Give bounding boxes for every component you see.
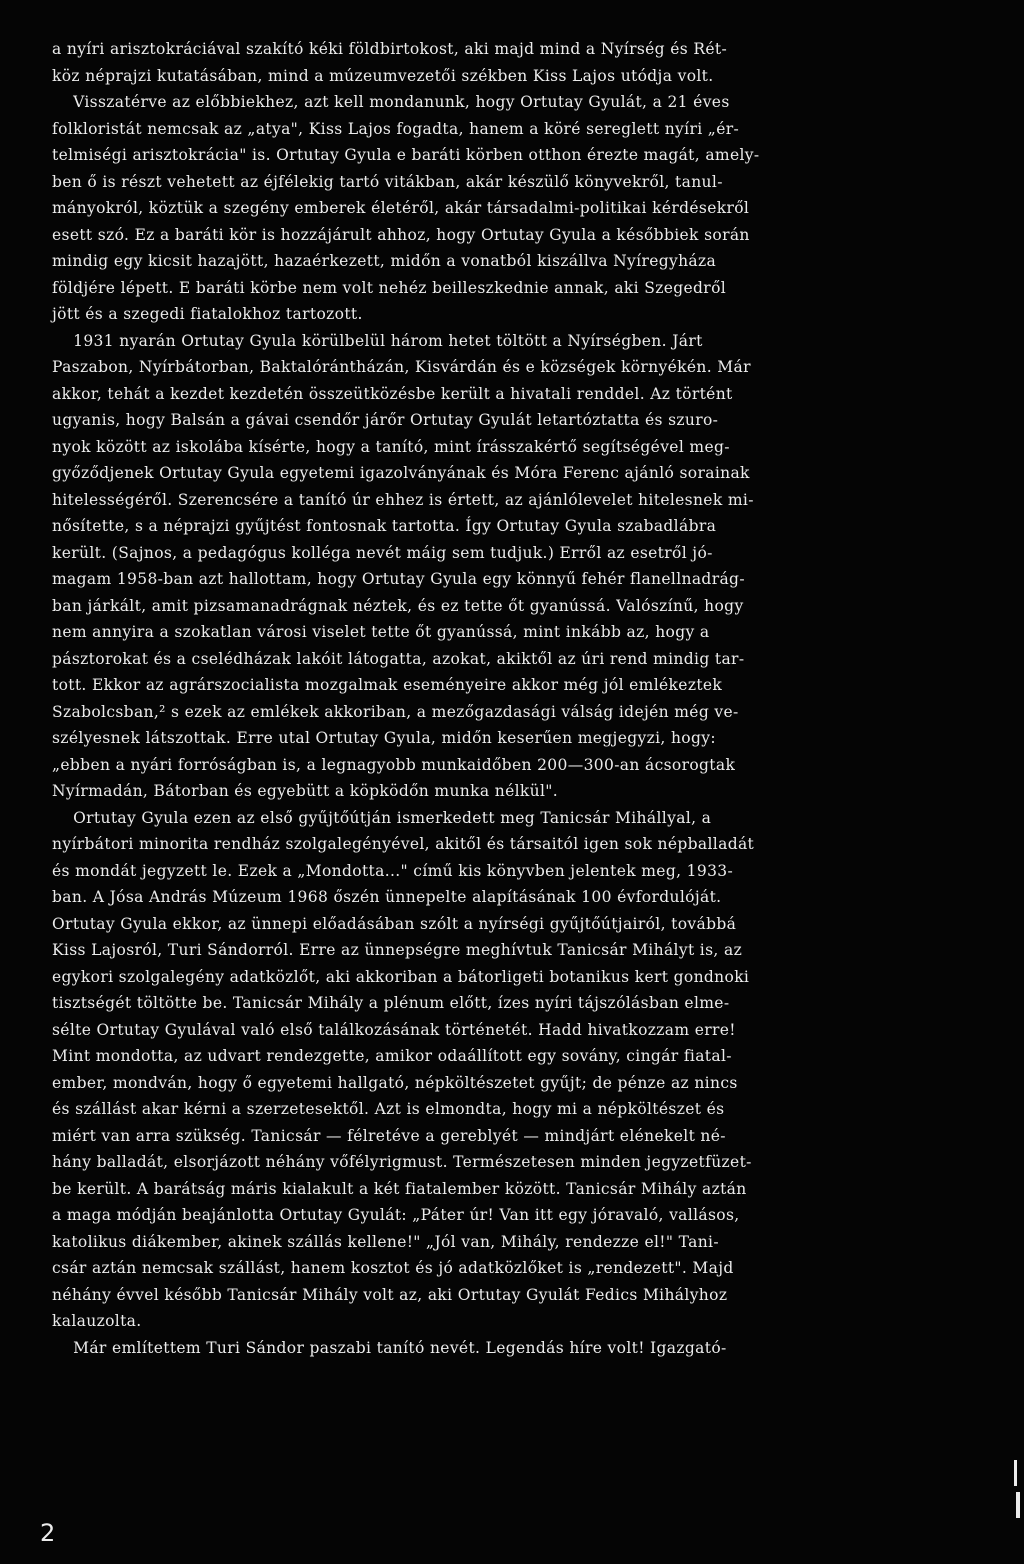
text-line: be került. A barátság máris kialakult a két fiatalember között. Tanicsár Mihály aztán: [52, 1179, 747, 1198]
text-line: magam 1958-ban azt hallottam, hogy Ortutay Gyula egy könnyű fehér flanellnadrág-: [52, 570, 745, 588]
text-line: kalauzolta.: [52, 1312, 142, 1330]
text-line: ember, mondván, hogy ő egyetemi hallgató, népköltészetet gyűjt; de pénze az nincs: [52, 1073, 738, 1092]
text-line: miért van arra szükség. Tanicsár — félretéve a gereblyét — mindjárt elénekelt né-: [52, 1126, 726, 1145]
text-line: tott. Ekkor az agrárszocialista mozgalmak eseményeire akkor még jól emlékeztek: [52, 676, 723, 694]
text-line: Nyírmadán, Bátorban és egyebütt a köpködőn munka nélkül".: [52, 782, 559, 800]
margin-mark: [1014, 1460, 1017, 1486]
text-line: mindig egy kicsit hazajött, hazaérkezett, midőn a vonatból kiszállva Nyíregyháza: [52, 252, 717, 270]
text-line: pásztorokat és a cselédházak lakóit látogatta, azokat, akiktől az úri rend mindig tar-: [52, 649, 745, 668]
text-line: ban. A Jósa András Múzeum 1968 őszén ünnepelte alapításának 100 évfordulóját.: [52, 888, 722, 906]
text-line: nem annyira a szokatlan városi viselet tette őt gyanússá, mint inkább az, hogy a: [52, 623, 710, 641]
text-line: egykori szolgalegény adatközlőt, aki akkoriban a bátorligeti botanikus kert gondnoki: [52, 967, 750, 986]
text-line: Visszatérve az előbbiekhez, azt kell mondanunk, hogy Ortutay Gyulát, a 21 éves: [52, 93, 730, 111]
text-line: Ortutay Gyula ekkor, az ünnepi előadásában szólt a nyírségi gyűjtőútjairól, továbbá: [52, 914, 737, 933]
text-line: Szabolcsban,² s ezek az emlékek akkoriban, a mezőgazdasági válság idején még ve-: [52, 702, 739, 721]
text-line: ugyanis, hogy Balsán a gávai csendőr járőr Ortutay Gyulát letartóztatta és szuro-: [52, 411, 719, 429]
text-line: és mondát jegyzett le. Ezek a „Mondotta..." című kis könyvben jelentek meg, 1933-: [52, 861, 734, 880]
body-text: [52, 36, 1004, 1361]
text-line: nyírbátori minorita rendház szolgalegényével, akitől és társaitól igen sok népballadát: [52, 835, 755, 853]
text-line: katolikus diákember, akinek szállás kellene!" „Jól van, Mihály, rendezze el!" Tani-: [52, 1232, 719, 1251]
text-line: 1931 nyarán Ortutay Gyula körülbelül három hetet töltött a Nyírségben. Járt: [52, 331, 703, 350]
text-line: a nyíri arisztokráciával szakító kéki földbirtokost, aki majd mind a Nyírség és Rét-: [52, 40, 728, 58]
text-line: és szállást akar kérni a szerzetesektől. Azt is elmondta, hogy mi a népköltészet és: [52, 1100, 725, 1118]
text-line: győződjenek Ortutay Gyula egyetemi igazolványának és Móra Ferenc ajánló sorainak: [52, 464, 750, 482]
text-line: ben ő is részt vehetett az éjfélekig tartó vitákban, akár készülő könyvekről, tanul-: [52, 172, 723, 191]
text-line: Ortutay Gyula ezen az első gyűjtőútján ismerkedett meg Tanicsár Mihállyal, a: [52, 808, 712, 827]
text-line: Mint mondotta, az udvart rendezgette, amikor odaállított egy sovány, cingár fiatal-: [52, 1047, 732, 1065]
text-line: néhány évvel később Tanicsár Mihály volt az, aki Ortutay Gyulát Fedics Mihályhoz: [52, 1285, 728, 1304]
text-line: csár aztán nemcsak szállást, hanem kosztot és jó adatközlőket is „rendezett". Majd: [52, 1259, 734, 1277]
text-line: folkloristát nemcsak az „atya", Kiss Lajos fogadta, hanem a köré sereglett nyíri „ér-: [52, 119, 740, 138]
text-line: került. (Sajnos, a pedagógus kolléga nevét máig sem tudjuk.) Erről az esetről jó-: [52, 543, 713, 562]
text-line: Paszabon, Nyírbátorban, Baktalórántházán, Kisvárdán és e községek környékén. Már: [52, 358, 751, 376]
text-line: ban járkált, amit pizsamanadrágnak néztek, és ez tette őt gyanússá. Valószínű, hogy: [52, 596, 744, 615]
text-line: akkor, tehát a kezdet kezdetén összeütközésbe került a hivatali renddel. Az történt: [52, 384, 733, 403]
text-line: mányokról, köztük a szegény emberek életéről, akár társadalmi-politikai kérdésekről: [52, 199, 750, 217]
text-line: a maga módján beajánlotta Ortutay Gyulát: „Páter úr! Van itt egy jóravaló, vallásos,: [52, 1206, 740, 1224]
text-line: „ebben a nyári forróságban is, a legnagyobb munkaidőben 200—300-an ácsorogtak: [52, 755, 736, 774]
text-line: földjére lépett. E baráti körbe nem volt nehéz beilleszkednie annak, aki Szegedről: [52, 278, 727, 297]
text-line: esett szó. Ez a baráti kör is hozzájárult ahhoz, hogy Ortutay Gyula a későbbiek során: [52, 225, 750, 244]
page-number: 2: [40, 1519, 56, 1547]
text-line: sélte Ortutay Gyulával való első találkozásának történetét. Hadd hivatkozzam erre!: [52, 1020, 736, 1039]
text-line: köz néprajzi kutatásában, mind a múzeumvezetői székben Kiss Lajos utódja volt.: [52, 66, 714, 85]
text-line: hány balladát, elsorjázott néhány vőfélyrigmust. Természetesen minden jegyzetfüzet-: [52, 1153, 752, 1171]
text-line: nősítette, s a néprajzi gyűjtést fontosnak tartotta. Így Ortutay Gyula szabadlábra: [52, 517, 717, 535]
text-line: Kiss Lajosról, Turi Sándorról. Erre az ünnepségre meghívtuk Tanicsár Mihályt is, az: [52, 941, 743, 959]
text-line: Már említettem Turi Sándor paszabi tanító nevét. Legendás híre volt! Igazgató-: [52, 1338, 727, 1357]
text-line: hitelességéről. Szerencsére a tanító úr ehhez is értett, az ajánlólevelet hitelesnek mi-: [52, 490, 754, 509]
margin-mark: [1016, 1492, 1020, 1518]
text-line: tisztségét töltötte be. Tanicsár Mihály a plénum előtt, ízes nyíri tájszólásban elme-: [52, 994, 730, 1012]
text-line: telmiségi arisztokrácia" is. Ortutay Gyula e baráti körben otthon érezte magát, amely-: [52, 146, 760, 164]
text-line: szélyesnek látszottak. Erre utal Ortutay Gyula, midőn keserűen megjegyzi, hogy:: [52, 729, 716, 747]
text-line: nyok között az iskolába kísérte, hogy a tanító, mint írásszakértő segítségével meg-: [52, 437, 730, 456]
text-line: jött és a szegedi fiatalokhoz tartozott.: [52, 305, 363, 323]
